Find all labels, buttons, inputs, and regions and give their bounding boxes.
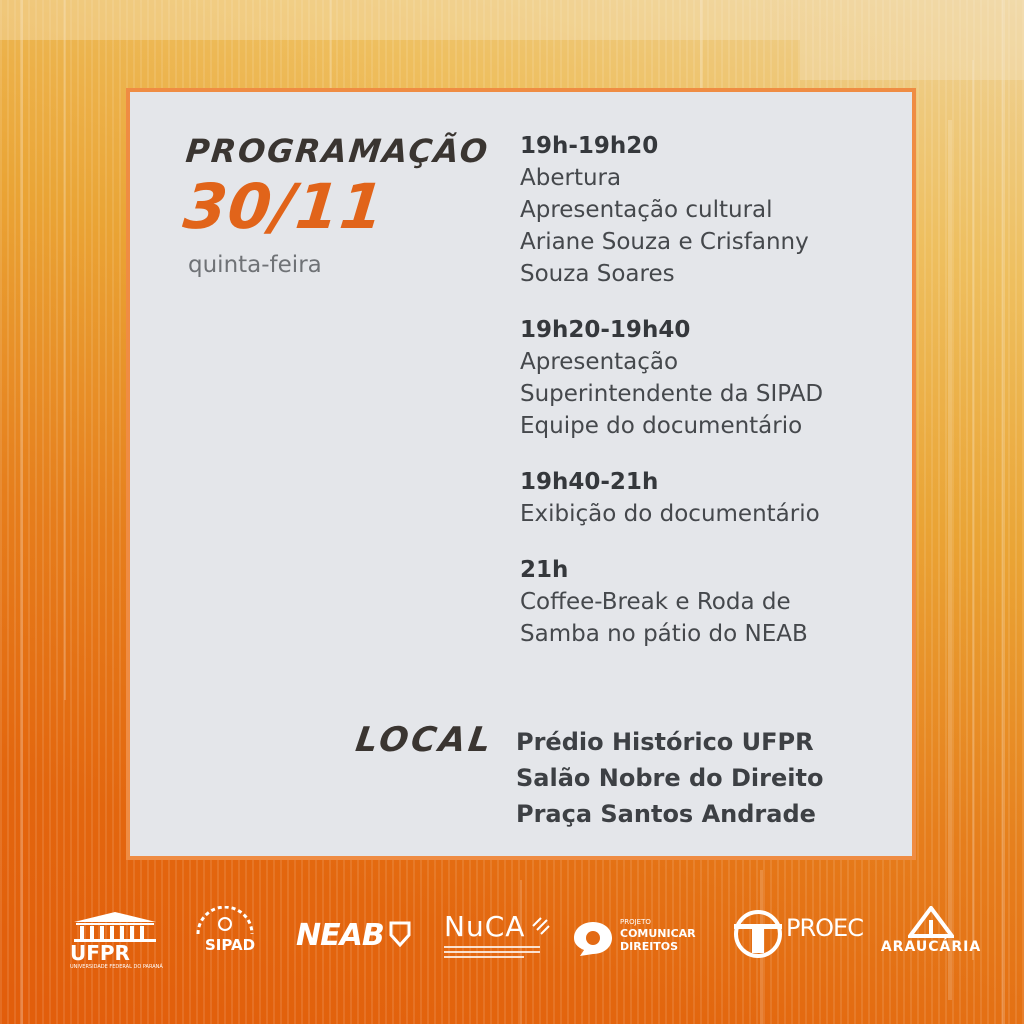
schedule-slot	[520, 314, 900, 442]
sipad-logo	[190, 906, 270, 954]
araucaria-logo	[876, 906, 986, 956]
ufpr-logo	[70, 912, 162, 971]
direitos-text: DIREITOS	[620, 940, 679, 953]
program-card	[126, 88, 916, 860]
local-label: LOCAL	[353, 720, 497, 760]
schedule-slot	[520, 466, 900, 530]
schedule-slot	[520, 554, 900, 650]
local-line: Prédio Histórico UFPR	[516, 728, 814, 756]
ufpr-subtext: UNIVERSIDADE FEDERAL DO PARANÁ	[70, 964, 163, 970]
slot-line: Coffee-Break e Roda de	[520, 589, 791, 615]
sipad-emblem-icon	[190, 906, 260, 936]
broadcast-icon	[531, 916, 551, 936]
slot-line: Samba no pátio do NEAB	[520, 621, 808, 647]
partner-logos	[0, 900, 1024, 990]
slot-line: Souza Soares	[520, 261, 675, 287]
araucaria-text: ARAUCÁRIA	[880, 939, 982, 955]
slot-line: Exibição do documentário	[520, 501, 820, 527]
proec-text: PROEC	[786, 914, 863, 942]
proec-circle-icon	[732, 908, 784, 960]
ufpr-text: UFPR	[70, 941, 130, 965]
slot-time: 19h-19h20	[520, 133, 659, 159]
comunicar-small-text: PROJETO	[620, 918, 651, 926]
comunicar-text: COMUNICAR	[620, 927, 696, 940]
neab-text: NEAB	[296, 918, 384, 953]
building-icon	[70, 912, 160, 942]
speech-bubble-icon	[572, 920, 614, 958]
program-title: PROGRAMAÇÃO	[184, 132, 492, 170]
slot-line: Equipe do documentário	[520, 413, 803, 439]
araucaria-tree-icon	[908, 906, 954, 938]
slot-line: Abertura	[520, 165, 622, 191]
nuca-fineprint	[444, 946, 554, 958]
schedule-slot	[520, 130, 900, 290]
program-date: 30/11	[180, 170, 389, 243]
neab-logo	[296, 918, 420, 953]
schedule-list	[520, 130, 900, 674]
program-weekday: quinta-feira	[188, 252, 322, 278]
slot-time: 21h	[520, 557, 569, 583]
nuca-text: NuCA	[444, 910, 526, 943]
slot-line: Superintendente da SIPAD	[520, 381, 824, 407]
slot-line: Apresentação	[520, 349, 679, 375]
local-line: Praça Santos Andrade	[516, 800, 816, 828]
local-address	[516, 724, 823, 832]
slot-time: 19h20-19h40	[520, 317, 691, 343]
slot-time: 19h40-21h	[520, 469, 659, 495]
slot-line: Apresentação cultural	[520, 197, 773, 223]
neab-shield-icon	[389, 921, 411, 947]
local-line: Salão Nobre do Direito	[516, 764, 824, 792]
sipad-text: SIPAD	[204, 936, 256, 954]
nuca-logo	[444, 910, 554, 961]
slot-line: Ariane Souza e Crisfanny	[520, 229, 809, 255]
